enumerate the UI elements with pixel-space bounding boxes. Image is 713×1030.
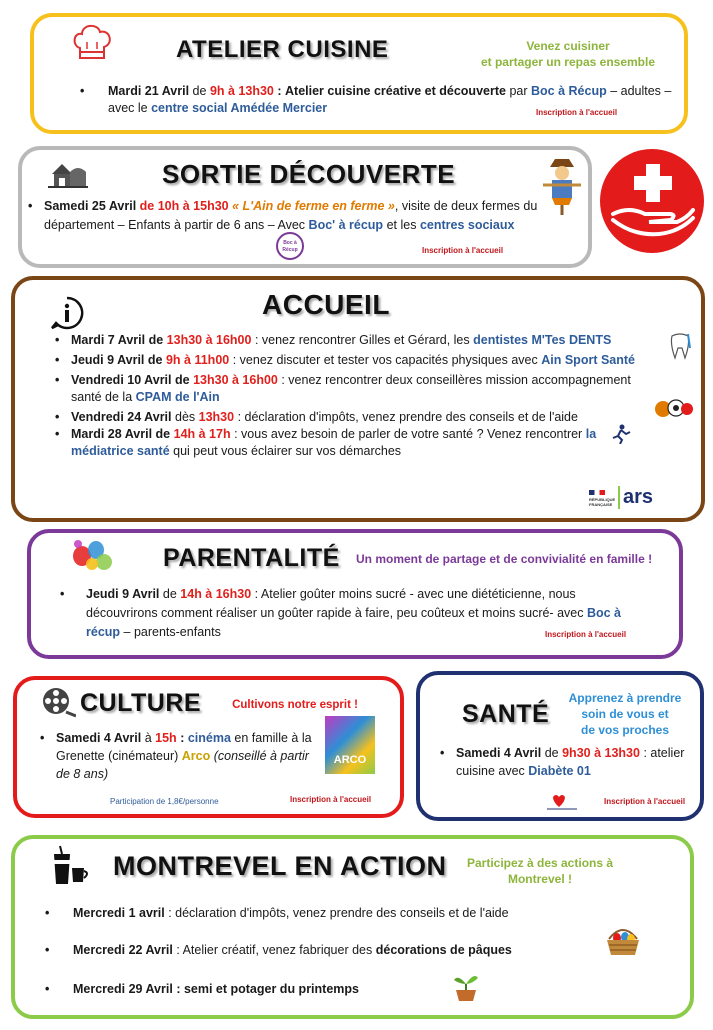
list-item (55, 409, 662, 426)
item-place: centre social Amédée Mercier (151, 101, 328, 115)
item-time: 13h30 à 16h00 (166, 333, 252, 347)
list-item (55, 352, 662, 369)
boc-a-recup-logo (276, 232, 304, 260)
runner-icon (610, 424, 632, 444)
tooth-icon (668, 332, 692, 360)
item-colon: : (277, 84, 282, 98)
item-day: Vendredi 10 Avril (71, 373, 172, 387)
culture-list (40, 729, 320, 783)
sante-tagline-3: de vos proches (580, 723, 670, 737)
item-de: de (155, 427, 171, 441)
cuisine-inscription: Inscription à l'accueil (536, 108, 618, 117)
drink-cup-icon (50, 844, 90, 888)
item-de: de (148, 333, 164, 347)
item-time: 9h à 11h00 (165, 353, 230, 367)
info-icon (50, 296, 84, 330)
item-day: Mardi 21 Avril (108, 84, 190, 98)
list-item (55, 426, 662, 460)
item-activity: Atelier cuisine créative et découverte (285, 84, 506, 98)
item-bold-end: décorations de pâques (375, 943, 512, 957)
medical-hand-icon (599, 148, 705, 254)
family-hands-icon (70, 538, 114, 572)
item-text: en famille à la Grenette (cinémateur) (56, 731, 312, 763)
ars-logo: ars (618, 486, 653, 509)
item-partner: Ain Sport Santé (541, 353, 635, 367)
item-day: Jeudi 9 Avril (71, 353, 145, 367)
item-de: de (192, 84, 207, 98)
farm-icon (48, 158, 88, 190)
sante-tagline (560, 690, 690, 738)
accueil-title: ACCUEIL (262, 289, 390, 320)
list-item (55, 332, 662, 349)
montrevel-tagline-2: Montrevel ! (507, 872, 572, 886)
item-partner: dentistes M'Tes DENTS (473, 333, 612, 347)
montrevel-list (45, 905, 645, 998)
sortie-inscription: Inscription à l'accueil (422, 246, 504, 255)
rf-logo-text: RÉPUBLIQUE FRANÇAISE (589, 497, 616, 507)
heart-logo-icon (545, 791, 579, 811)
parentalite-title: PARENTALITÉ (163, 544, 340, 572)
item-partner: Boc' à récup (308, 218, 384, 232)
item-partner: la médiatrice santé (71, 427, 597, 458)
cuisine-title: ATELIER CUISINE (176, 36, 389, 63)
sortie-title: SORTIE DÉCOUVERTE (162, 159, 456, 189)
item-colon: : (180, 731, 185, 745)
culture-inscription: Inscription à l'accueil (290, 795, 372, 804)
montrevel-tagline (440, 855, 640, 887)
item-text: , visite de deux fermes du département – Enfants à partir de 6 ans – Avec (44, 199, 538, 232)
culture-tagline: Cultivons notre esprit ! (232, 699, 358, 711)
sante-title: SANTÉ (462, 700, 550, 728)
sport-balls-icon (654, 396, 694, 418)
item-a: à (144, 731, 152, 745)
easter-basket-icon (603, 925, 643, 957)
plant-pot-icon (450, 970, 482, 1002)
item-text: : venez rencontrer deux conseillères mission accompagnement santé de la (71, 373, 631, 404)
item-rest: – adultes – avec le (108, 84, 672, 115)
list-item (40, 729, 320, 783)
item-day: Jeudi 9 Avril (86, 587, 160, 601)
item-time: 9h à 13h30 (209, 84, 274, 98)
accueil-list (55, 332, 662, 460)
sante-inscription: Inscription à l'accueil (604, 797, 686, 806)
item-note: (conseillé à partir de 8 ans) (56, 749, 309, 781)
list-item (45, 981, 645, 998)
sante-tagline-1: Apprenez à prendre (568, 691, 682, 705)
culture-title: CULTURE (80, 689, 202, 717)
chef-hat-icon (70, 20, 114, 64)
item-partner: Boc à Récup (531, 84, 607, 98)
item-de: de (147, 353, 163, 367)
item-text: : Atelier créatif, venez fabriquer des (176, 943, 373, 957)
item-text: : semi et potager du printemps (176, 982, 359, 996)
item-time: 14h à 16h30 (180, 587, 252, 601)
item-text: : vous avez besoin de parler de votre santé ? Venez rencontrer (234, 427, 583, 441)
item-partner: CPAM de l'Ain (135, 390, 220, 404)
film-reel-icon (40, 686, 76, 718)
sortie-list (28, 197, 548, 235)
item-time: 13h30 (198, 410, 235, 424)
item-time: 9h30 à 13h30 (562, 746, 640, 760)
culture-participation: Participation de 1,8€/personne (110, 797, 219, 806)
list-item (440, 744, 690, 780)
arco-poster-text: ARCO (333, 754, 367, 766)
list-item (45, 905, 645, 942)
item-day: Samedi 4 Avril (456, 746, 542, 760)
cuisine-tagline-2: et partager un repas ensemble (480, 55, 656, 69)
item-de: de (175, 373, 190, 387)
item-time: 13h30 à 16h00 (193, 373, 278, 387)
item-text: : déclaration d'impôts, venez prendre des conseils et de l'aide (237, 410, 578, 424)
item-after: – parents-enfants (123, 625, 221, 639)
cuisine-tagline (468, 38, 668, 70)
item-time: de 10h à 15h30 (139, 199, 229, 213)
list-item (45, 942, 645, 981)
sante-list (440, 744, 690, 780)
boc-logo-text: Boc à Récup (282, 240, 298, 253)
item-time: 14h à 17h (173, 427, 231, 441)
arco-poster (325, 716, 375, 774)
item-day: Mercredi 22 Avril (73, 943, 173, 957)
item-de: de (544, 746, 559, 760)
item-de: dès (175, 410, 196, 424)
parentalite-tagline: Un moment de partage et de convivialité en famille ! (356, 552, 653, 566)
item-day: Mardi 28 Avril (71, 427, 153, 441)
item-text: : venez discuter et tester vos capacités physiques avec (232, 353, 538, 367)
item-event: « L'Ain de ferme en ferme » (232, 199, 395, 213)
item-day: Mercredi 1 avril (73, 906, 165, 920)
item-partner: Boc à récup (86, 606, 622, 639)
item-partner: Diabète 01 (528, 764, 591, 778)
republique-francaise-logo (589, 490, 615, 507)
item-par: par (509, 84, 528, 98)
parentalite-inscription: Inscription à l'accueil (545, 630, 627, 639)
item-time: 15h (155, 731, 177, 745)
item-activity: cinéma (187, 731, 231, 745)
scarecrow-icon (543, 155, 581, 215)
montrevel-title: MONTREVEL EN ACTION (113, 851, 447, 881)
cuisine-tagline-1: Venez cuisiner (526, 39, 610, 53)
item-text: : atelier cuisine avec (456, 746, 685, 778)
item-day: Samedi 25 Avril (44, 199, 137, 213)
item-de: de (162, 587, 177, 601)
item-partner: Arco (181, 749, 211, 763)
item-text2: et les (386, 218, 417, 232)
item-day: Mercredi 29 Avril (73, 982, 173, 996)
sante-tagline-2: soin de vous et (581, 707, 669, 721)
item-day: Mardi 7 Avril (71, 333, 146, 347)
item-text: : déclaration d'impôts, venez prendre des conseils et de l'aide (168, 906, 509, 920)
item-place: centres sociaux (419, 218, 515, 232)
item-day: Samedi 4 Avril (56, 731, 142, 745)
item-text: : Atelier goûter moins sucré - avec une diététicienne, nous découvrirons comment réaliser un goûter rapide à faire, peu coûteux et moins sucré- avec (86, 587, 584, 620)
montrevel-tagline-1: Participez à des actions à (466, 856, 614, 870)
list-item (55, 372, 662, 406)
list-item (28, 197, 548, 235)
item-day: Vendredi 24 Avril (71, 410, 172, 424)
item-text: : venez rencontrer Gilles et Gérard, les (254, 333, 470, 347)
item-after: qui peut vous éclairer sur vos démarches (173, 444, 402, 458)
